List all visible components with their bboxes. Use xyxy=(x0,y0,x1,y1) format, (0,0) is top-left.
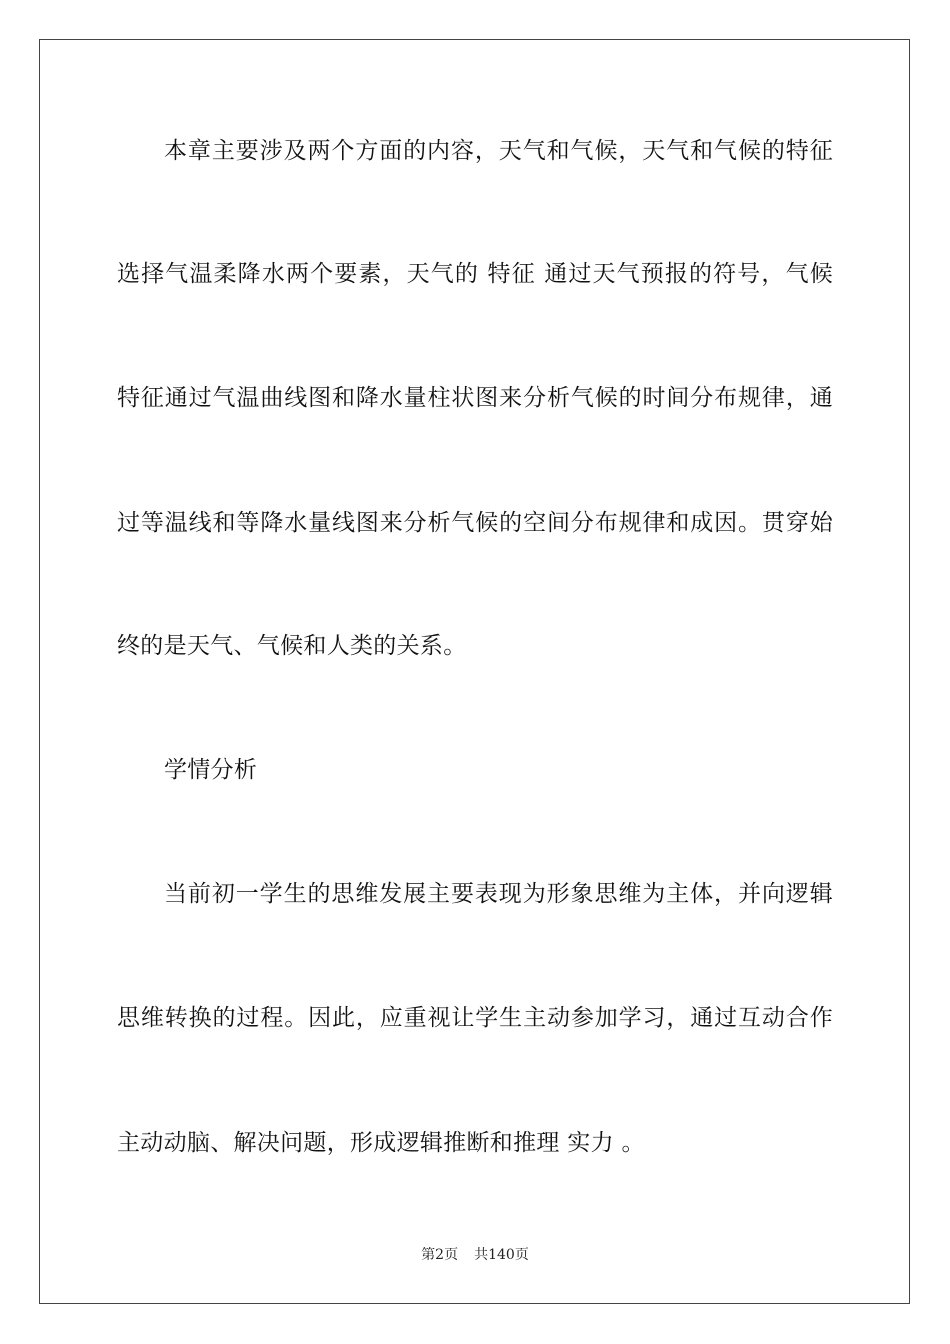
paragraph-2-line-3: 主动动脑、解决问题，形成逻辑推断和推理 实力 。 xyxy=(117,1130,645,1156)
page-number: 第2页 xyxy=(421,1247,459,1263)
page-footer xyxy=(0,1246,950,1264)
page-total: 共140页 xyxy=(474,1247,529,1263)
paragraph-1-line-3: 特征通过气温曲线图和降水量柱状图来分析气候的时间分布规律，通 xyxy=(117,385,833,411)
section-heading: 学情分析 xyxy=(164,757,258,783)
paragraph-2-line-1: 当前初一学生的思维发展主要表现为形象思维为主体，并向逻辑 xyxy=(164,881,833,907)
paragraph-1-line-2: 选择气温柔降水两个要素，天气的 特征 通过天气预报的符号，气候 xyxy=(117,261,833,287)
page-border xyxy=(39,39,910,1304)
paragraph-1-line-1: 本章主要涉及两个方面的内容，天气和气候，天气和气候的特征 xyxy=(164,138,833,164)
paragraph-1-line-5: 终的是天气、气候和人类的关系。 xyxy=(117,633,467,659)
paragraph-2-line-2: 思维转换的过程。因此，应重视让学生主动参加学习，通过互动合作 xyxy=(117,1005,833,1031)
paragraph-1-line-4: 过等温线和等降水量线图来分析气候的空间分布规律和成因。贯穿始 xyxy=(117,510,833,536)
